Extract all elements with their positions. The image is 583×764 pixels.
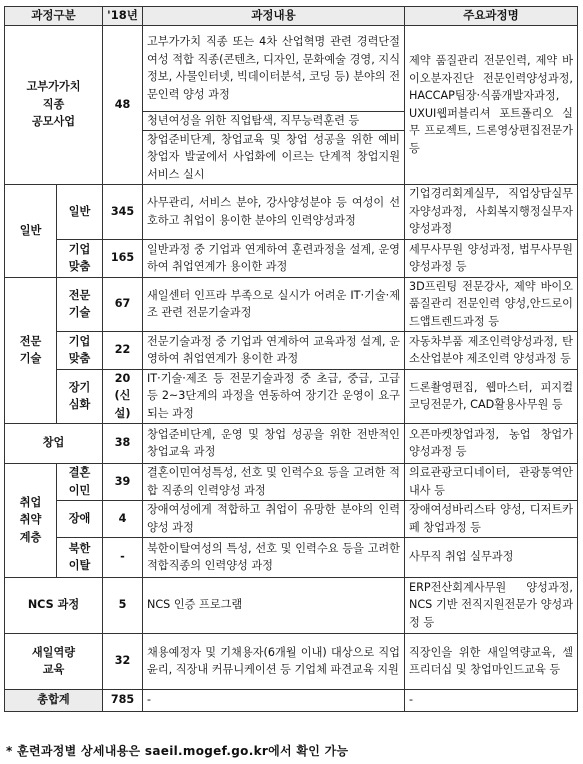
row-content: 새일센터 인프라 부족으로 실시가 어려운 IT·기술·제조 관련 전문기술과정 [143, 277, 405, 331]
row-content: 고부가가치 직종 또는 4차 산업혁명 관련 경력단절여성 적합 직종(콘텐츠, 디자인, 문화예술 경영, 지식정보, 사물인터넷, 빅데이터분석, 코딩 등) 분야의 전문인력 양성 과정 [143, 25, 405, 111]
row-count: 32 [103, 633, 143, 689]
row-main-courses: 세무사무원 양성과정, 법무사무원 양성과정 등 [405, 239, 578, 277]
total-count: 785 [103, 689, 143, 711]
total-content: - [143, 689, 405, 711]
row-category: 고부가가치 직종 공모사업 [5, 25, 103, 184]
row-main-courses: 사무직 취업 실무과정 [405, 537, 578, 577]
group-professional-label: 전문 기술 [5, 277, 57, 423]
course-table [4, 6, 578, 712]
row-content: 창업준비단계, 창업교육 및 창업 성공을 위한 예비 창업자 발굴에서 사업화에 이르는 단계적 창업지원서비스 실시 [143, 130, 405, 184]
table-row [5, 25, 578, 111]
table-header-row [5, 7, 578, 26]
row-main-courses: ERP전산회계사무원 양성과정, NCS 기반 전직지원전문가 양성과정 등 [405, 577, 578, 633]
row-content: 채용예정자 및 기채용자(6개월 이내) 대상으로 직업윤리, 직장내 커뮤니케이션 등 기업체 파견교육 지원 [143, 633, 405, 689]
table-row [5, 500, 578, 537]
header-main-courses: 주요과정명 [405, 7, 578, 26]
row-content: 일반과정 중 기업과 연계하여 훈련과정을 설계, 운영하여 취업연계가 용이한 과정 [143, 239, 405, 277]
table-row [5, 463, 578, 500]
row-content: 북한이탈여성의 특성, 선호 및 인력수요 등을 고려한 적합직종의 인력양성 과정 [143, 537, 405, 577]
row-content: 전문기술과정 중 기업과 연계하여 교육과정 설계, 운영하여 취업연계가 용이한 과정 [143, 331, 405, 369]
row-content: 청년여성을 위한 직업탐색, 직무능력훈련 등 [143, 111, 405, 130]
row-count: 5 [103, 577, 143, 633]
table-row [5, 369, 578, 423]
row-count: 22 [103, 331, 143, 369]
row-main-courses: 자동차부품 제조인력양성과정, 탄소산업분야 제조인력 양성과정 등 [405, 331, 578, 369]
row-main-courses: 의료관광코디네이터, 관광통역안내사 등 [405, 463, 578, 500]
header-category: 과정구분 [5, 7, 103, 26]
row-main-courses: 오픈마켓창업과정, 농업 창업가 양성과정 등 [405, 423, 578, 463]
course-table-wrapper [4, 6, 577, 712]
total-row [5, 689, 578, 711]
row-main-courses: 드론촬영편집, 웹마스터, 피지컬코딩전문가, CAD활용사무원 등 [405, 369, 578, 423]
row-content: 사무관리, 서비스 분야, 강사양성분야 등 여성이 선호하고 취업이 용이한 분야의 인력양성과정 [143, 184, 405, 239]
row-category: NCS 과정 [5, 577, 103, 633]
row-count: 345 [103, 184, 143, 239]
sub-label: 결혼 이민 [57, 463, 103, 500]
row-count: 48 [103, 25, 143, 184]
sub-label: 기업 맞춤 [57, 331, 103, 369]
row-count: - [103, 537, 143, 577]
row-count: 38 [103, 423, 143, 463]
row-content: 장애여성에게 적합하고 취업이 유망한 분야의 인력양성 과정 [143, 500, 405, 537]
table-row [5, 537, 578, 577]
table-row [5, 184, 578, 239]
row-count: 4 [103, 500, 143, 537]
row-category: 새일역량 교육 [5, 633, 103, 689]
header-content: 과정내용 [143, 7, 405, 26]
sub-label: 기업 맞춤 [57, 239, 103, 277]
table-row [5, 577, 578, 633]
row-main-courses: 직장인을 위한 새일역량교육, 셀프리더십 및 창업마인드교육 등 [405, 633, 578, 689]
row-count: 39 [103, 463, 143, 500]
row-content: IT·기술·제조 등 전문기술과정 중 초급, 중급, 고급 등 2~3단계의 과정을 연동하여 장기간 운영이 요구되는 과정 [143, 369, 405, 423]
table-row [5, 277, 578, 331]
sub-label: 전문 기술 [57, 277, 103, 331]
table-row [5, 633, 578, 689]
sub-label: 북한 이탈 [57, 537, 103, 577]
sub-label: 일반 [57, 184, 103, 239]
total-main-courses: - [405, 689, 578, 711]
header-year: '18년 [103, 7, 143, 26]
row-count: 165 [103, 239, 143, 277]
row-content: 결혼이민여성특성, 선호 및 인력수요 등을 고려한 적합 직종의 인력양성 과정 [143, 463, 405, 500]
row-category: 창업 [5, 423, 103, 463]
row-count: 67 [103, 277, 143, 331]
row-main-courses: 기업경리회계실무, 직업상담실무자양성과정, 사회복지행정실무자양성과정 [405, 184, 578, 239]
group-general-label: 일반 [5, 184, 57, 277]
row-count: 20 (신설) [103, 369, 143, 423]
row-main-courses: 제약 품질관리 전문인력, 제약 바이오분자진단 전문인력양성과정, HACCAP팀장·식품개발자과정, UXUI웹퍼블리셔 포트폴리오 실무 프로젝트, 드론영상편집전문가 등 [405, 25, 578, 184]
sub-label: 장애 [57, 500, 103, 537]
row-content: NCS 인증 프로그램 [143, 577, 405, 633]
sub-label: 장기 심화 [57, 369, 103, 423]
table-row [5, 239, 578, 277]
total-label: 총합계 [5, 689, 103, 711]
group-vulnerable-label: 취업 취약 계층 [5, 463, 57, 577]
row-main-courses: 3D프린팅 전문강사, 제약 바이오 품질관리 전문인력 양성,안드로이드앱트렌드과정 등 [405, 277, 578, 331]
row-content: 창업준비단계, 운영 및 창업 성공을 위한 전반적인 창업교육 과정 [143, 423, 405, 463]
footnote: * 훈련과정별 상세내용은 saeil.mogef.go.kr에서 확인 가능 [6, 744, 349, 758]
table-row [5, 423, 578, 463]
table-row [5, 331, 578, 369]
row-main-courses: 장애여성바리스타 양성, 디저트카페 창업과정 등 [405, 500, 578, 537]
